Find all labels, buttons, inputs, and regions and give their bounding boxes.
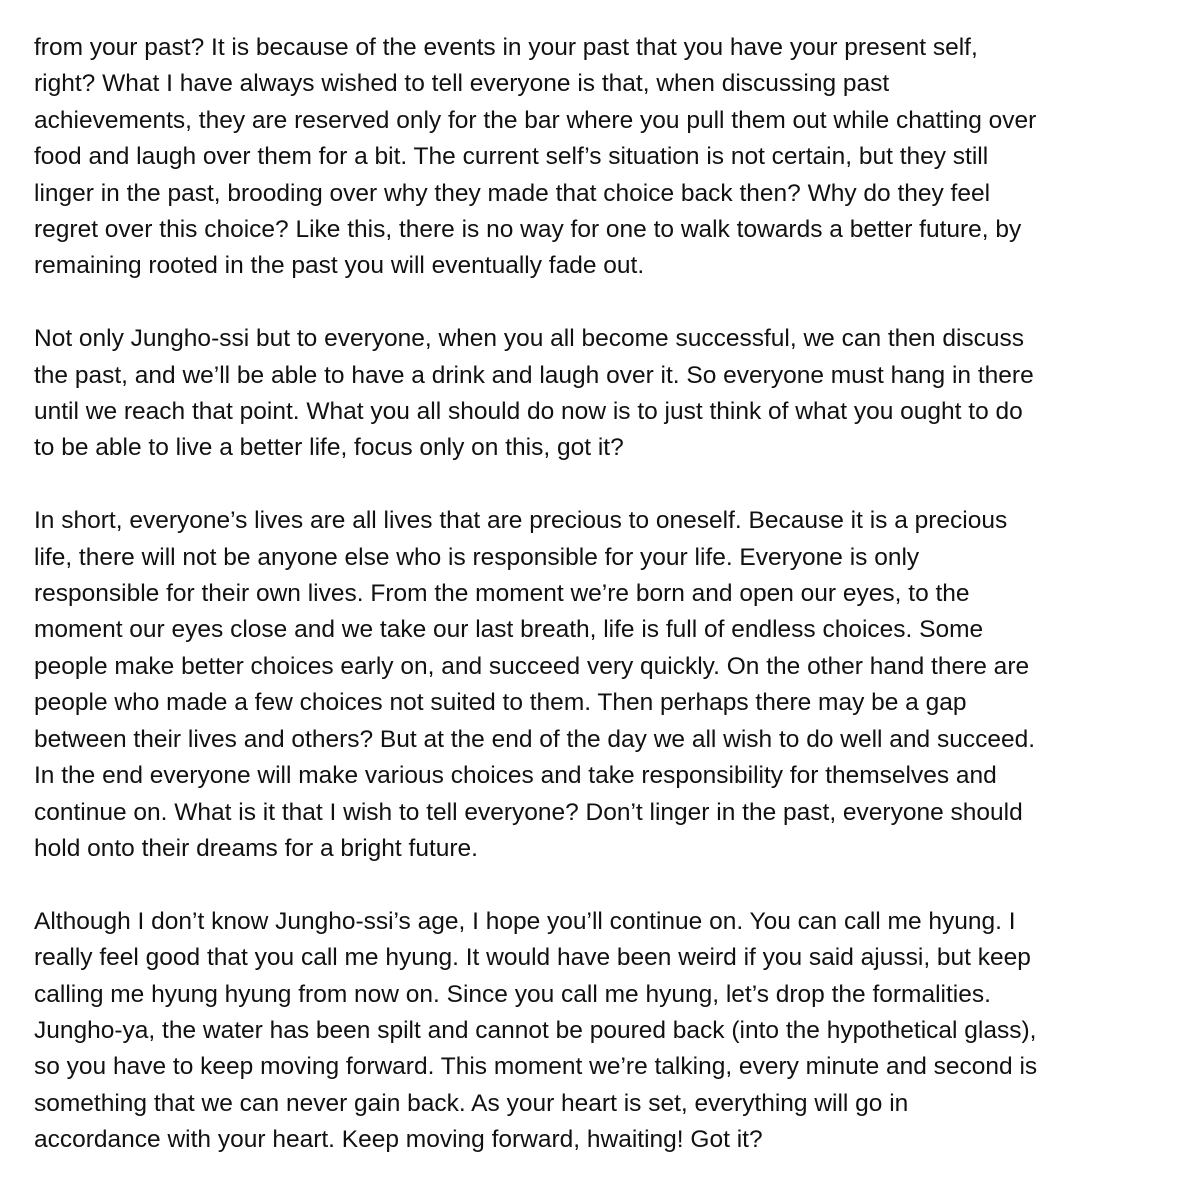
text-line: food and laugh over them for a bit. The current self’s situation is not certain, but they still	[34, 143, 989, 171]
text-line: from your past? It is because of the events in your past that you have your present self,	[34, 34, 978, 61]
text-line: so you have to keep moving forward. This moment we’re talking, every minute and second is	[34, 1053, 1038, 1081]
text-line: Not only Jungho-ssi but to everyone, when you all become successful, we can then discuss	[34, 325, 1025, 353]
paragraph-2	[34, 321, 1174, 467]
text-line: responsible for their own lives. From the moment we’re born and open our eyes, to the	[34, 580, 970, 608]
text-line: Jungho-ya, the water has been spilt and cannot be poured back (into the hypothetical glass),	[34, 1016, 1037, 1044]
text-line: people who made a few choices not suited to them. Then perhaps there may be a gap	[34, 689, 967, 717]
text-line: people make better choices early on, and succeed very quickly. On the other hand there are	[34, 652, 1030, 680]
text-line: In the end everyone will make various choices and take responsibility for themselves and	[34, 762, 997, 790]
text-line: remaining rooted in the past you will eventually fade out.	[34, 252, 645, 280]
text-line: to be able to live a better life, focus only on this, got it?	[34, 434, 624, 462]
text-line: something that we can never gain back. As your heart is set, everything will go in	[34, 1089, 909, 1117]
text-line: between their lives and others? But at the end of the day we all wish to do well and succeed.	[34, 725, 1036, 753]
text-line: In short, everyone’s lives are all lives that are precious to oneself. Because it is a precious	[34, 507, 1008, 535]
text-line: the past, and we’ll be able to have a drink and laugh over it. So everyone must hang in there	[34, 361, 1034, 389]
text-line: regret over this choice? Like this, there is no way for one to walk towards a better future, by	[34, 216, 1022, 244]
text-line: really feel good that you call me hyung. It would have been weird if you said ajussi, but keep	[34, 944, 1031, 972]
text-line: continue on. What is it that I wish to tell everyone? Don’t linger in the past, everyone should	[34, 798, 1023, 826]
paragraph-4	[34, 904, 1174, 1159]
text-line: until we reach that point. What you all should do now is to just think of what you ought to do	[34, 398, 1023, 426]
text-line: moment our eyes close and we take our last breath, life is full of endless choices. Some	[34, 616, 984, 644]
document-body	[34, 30, 1174, 1159]
text-line: hold onto their dreams for a bright future.	[34, 834, 478, 862]
paragraph-1	[34, 30, 1174, 285]
text-line: linger in the past, brooding over why they made that choice back then? Why do they feel	[34, 179, 991, 207]
text-line: right? What I have always wished to tell everyone is that, when discussing past	[34, 70, 890, 98]
text-line: accordance with your heart. Keep moving forward, hwaiting! Got it?	[34, 1126, 763, 1154]
paragraph-3	[34, 503, 1174, 867]
text-line: Although I don’t know Jungho-ssi’s age, I hope you’ll continue on. You can call me hyung. I	[34, 907, 1016, 935]
text-line: life, there will not be anyone else who is responsible for your life. Everyone is only	[34, 543, 920, 571]
text-line: calling me hyung hyung from now on. Since you call me hyung, let’s drop the formalities.	[34, 980, 991, 1008]
text-line: achievements, they are reserved only for the bar where you pull them out while chatting over	[34, 106, 1037, 134]
